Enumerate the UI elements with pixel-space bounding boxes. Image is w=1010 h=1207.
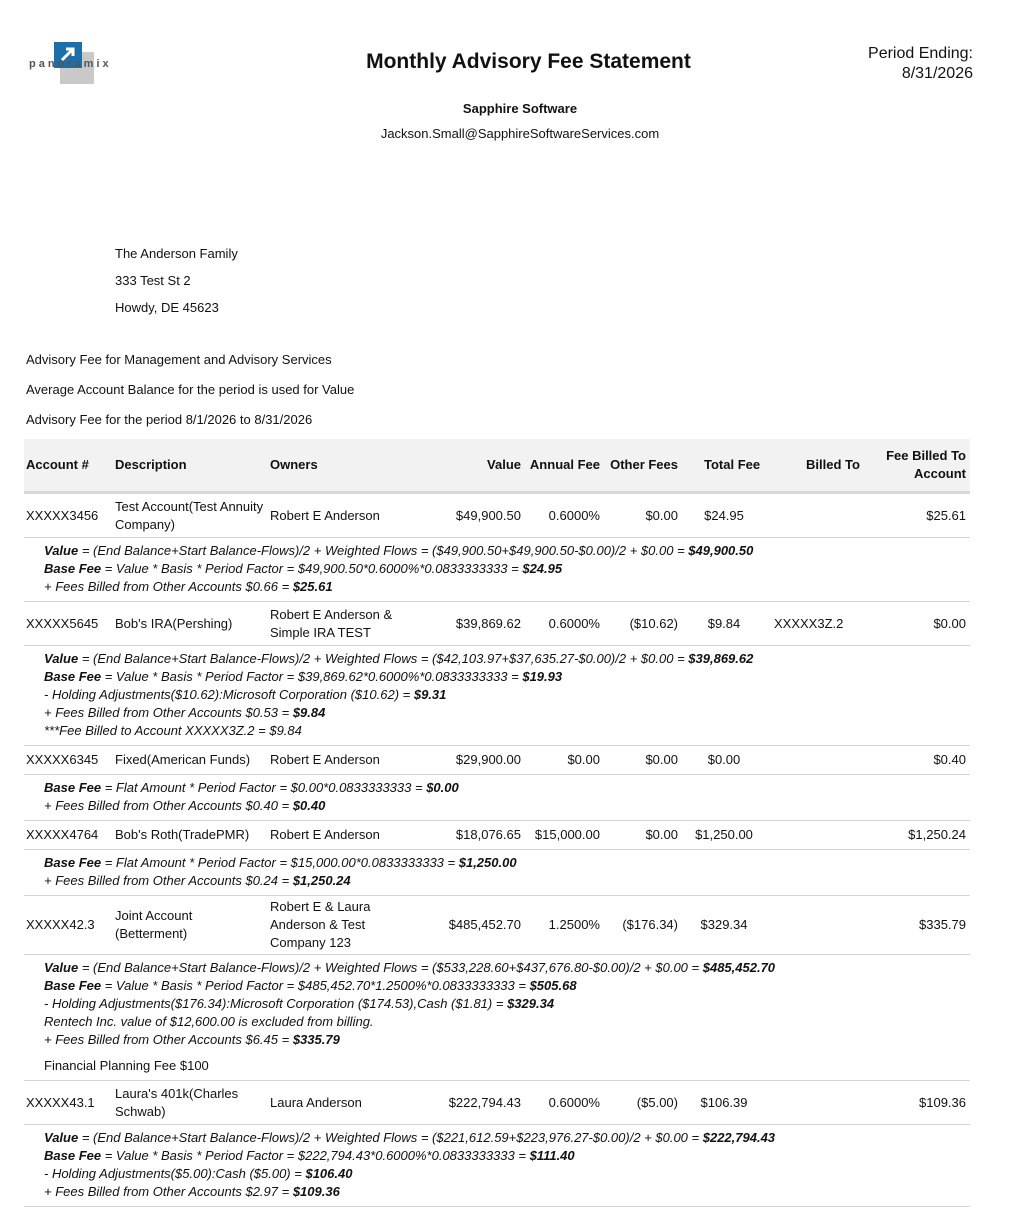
calc-line <box>44 578 970 596</box>
description-cell: Joint Account (Betterment) <box>115 908 193 941</box>
calc-result: $24.95 <box>522 561 563 576</box>
col-annual-fee: Annual Fee <box>529 457 600 472</box>
calc-result: $0.00 <box>426 780 459 795</box>
calc-line <box>44 560 970 578</box>
col-value: Value <box>487 457 521 472</box>
annual-fee-cell: 0.6000% <box>548 507 600 523</box>
calc-formula: + Fees Billed from Other Accounts $0.24 = <box>44 873 293 888</box>
col-billed-to: Billed To <box>806 457 860 472</box>
calc-label: Value <box>44 543 79 558</box>
address-line: The Anderson Family <box>115 246 238 261</box>
calc-result: $1,250.24 <box>292 873 351 888</box>
calc-formula: + Fees Billed from Other Accounts $2.97 = <box>44 1184 293 1199</box>
table-row <box>24 746 970 775</box>
calc-label: Base Fee <box>44 855 102 870</box>
mailing-address <box>115 246 238 327</box>
calc-label: Base Fee <box>44 780 102 795</box>
account-note: Financial Planning Fee $100 <box>44 1058 209 1073</box>
owners-cell: Robert E Anderson <box>270 507 380 523</box>
description-cell: Bob's IRA(Pershing) <box>115 615 233 631</box>
account-cell: XXXXX3456 <box>26 507 99 523</box>
col-owners: Owners <box>270 457 318 472</box>
owners-cell: Laura Anderson <box>270 1094 362 1110</box>
calc-label: Value <box>44 1130 79 1145</box>
calc-result: $505.68 <box>529 978 577 993</box>
calc-formula: = Value * Basis * Period Factor = $49,900.50*0.6000%*0.0833333333 = <box>101 561 523 576</box>
other-fees-cell: $0.00 <box>645 507 678 523</box>
calc-line <box>44 1165 970 1183</box>
calc-result: $25.61 <box>292 579 333 594</box>
value-cell: $18,076.65 <box>455 827 521 842</box>
fee-billed-cell: $335.79 <box>919 917 966 932</box>
table-row <box>24 821 970 850</box>
account-cell: XXXXX43.1 <box>26 1094 95 1110</box>
logo-text: panoramix <box>29 58 112 70</box>
description-cell: Laura's 401k(Charles Schwab) <box>115 1085 239 1119</box>
total-fee-cell: $0.00 <box>707 752 741 767</box>
owners-cell: Robert E Anderson <box>270 752 380 767</box>
calc-formula: Rentech Inc. value of $12,600.00 is excluded from billing. <box>44 1014 374 1029</box>
fee-calculation <box>24 1125 970 1207</box>
company-name: Sapphire Software <box>462 101 578 116</box>
calc-line <box>44 797 970 815</box>
fee-billed-cell: $1,250.24 <box>908 827 966 842</box>
annual-fee-cell: 1.2500% <box>548 917 600 932</box>
calc-formula: + Fees Billed from Other Accounts $0.66 = <box>44 579 293 594</box>
calc-line <box>44 650 970 668</box>
calc-label: Value <box>44 960 79 975</box>
col-total-fee: Total Fee <box>704 457 761 472</box>
intro-line: Average Account Balance for the period is used for Value <box>26 382 355 397</box>
calc-result: $111.40 <box>529 1148 575 1163</box>
value-cell: $485,452.70 <box>448 917 521 932</box>
table-row <box>24 602 970 646</box>
billed-to-cell <box>774 821 864 849</box>
calc-formula: + Fees Billed from Other Accounts $0.40 = <box>44 798 293 813</box>
calc-formula: = (End Balance+Start Balance-Flows)/2 + Weighted Flows = ($221,612.59+$223,976.27-$0.00)/2 + $0.00 = <box>78 1130 703 1145</box>
calc-result: $485,452.70 <box>702 960 776 975</box>
account-cell: XXXXX6345 <box>26 752 99 767</box>
calc-formula: = (End Balance+Start Balance-Flows)/2 + Weighted Flows = ($42,103.97+$37,635.27-$0.00)/2 + $0.00 = <box>78 651 689 666</box>
calc-formula: + Fees Billed from Other Accounts $6.45 = <box>44 1032 293 1047</box>
address-line: Howdy, DE 45623 <box>115 300 219 315</box>
table-header <box>24 439 970 494</box>
value-cell: $222,794.43 <box>448 1094 521 1110</box>
calc-result: $329.34 <box>507 996 555 1011</box>
owners-cell: Robert E Anderson & Simple IRA TEST <box>270 606 393 640</box>
calc-formula: = (End Balance+Start Balance-Flows)/2 + Weighted Flows = ($533,228.60+$437,676.80-$0.00)/2 + $0.00 = <box>78 960 703 975</box>
calc-formula: - Holding Adjustments($176.34):Microsoft Corporation ($174.53),Cash ($1.81) = <box>44 996 508 1011</box>
calc-line <box>44 542 970 560</box>
annual-fee-cell: 0.6000% <box>548 1094 600 1110</box>
calc-formula: = Flat Amount * Period Factor = $0.00*0.0833333333 = <box>101 780 427 795</box>
calc-result: $0.40 <box>292 798 326 813</box>
value-cell: $49,900.50 <box>455 507 521 523</box>
calc-line <box>44 1183 970 1201</box>
calc-line <box>44 854 970 872</box>
calc-formula: = Value * Basis * Period Factor = $222,794.43*0.6000%*0.0833333333 = <box>101 1148 530 1163</box>
billed-to-cell <box>774 494 864 537</box>
col-other-fees: Other Fees <box>610 457 678 472</box>
fee-intro <box>26 352 354 442</box>
col-account: Account # <box>26 457 89 472</box>
table-row <box>24 1081 970 1125</box>
calc-line <box>44 1129 970 1147</box>
calc-formula: - Holding Adjustments($5.00):Cash ($5.00) = <box>44 1166 306 1181</box>
calc-result: $106.40 <box>305 1166 353 1181</box>
other-fees-cell: ($176.34) <box>622 917 678 932</box>
calc-formula: = Value * Basis * Period Factor = $485,452.70*1.2500%*0.0833333333 = <box>101 978 530 993</box>
calc-line <box>44 1031 970 1049</box>
value-cell: $39,869.62 <box>455 615 521 631</box>
calc-formula: = (End Balance+Start Balance-Flows)/2 + Weighted Flows = ($49,900.50+$49,900.50-$0.00)/2 + $0.00 = <box>78 543 689 558</box>
intro-line: Advisory Fee for Management and Advisory Services <box>26 352 332 367</box>
company-email: Jackson.Small@SapphireSoftwareServices.com <box>380 126 660 141</box>
description-cell: Test Account(Test Annuity Company) <box>115 498 264 532</box>
calc-label: Base Fee <box>44 1148 102 1163</box>
annual-fee-cell: $15,000.00 <box>534 827 600 842</box>
calc-label: Base Fee <box>44 669 102 684</box>
calc-result: $9.31 <box>413 687 447 702</box>
fee-billed-cell: $0.00 <box>933 615 966 631</box>
calc-result: $1,250.00 <box>458 855 517 870</box>
calc-result: $39,869.62 <box>688 651 754 666</box>
billed-to-cell: XXXXX3Z.2 <box>774 615 844 631</box>
period-ending <box>868 44 973 84</box>
fee-calculation <box>24 538 970 602</box>
calc-formula: = Value * Basis * Period Factor = $39,869.62*0.6000%*0.0833333333 = <box>101 669 523 684</box>
other-fees-cell: ($5.00) <box>636 1094 678 1110</box>
calc-line <box>44 995 970 1013</box>
calc-line <box>44 872 970 890</box>
other-fees-cell: $0.00 <box>645 752 678 767</box>
fee-billed-cell: $25.61 <box>926 507 966 523</box>
calc-formula: ***Fee Billed to Account XXXXX3Z.2 = $9.84 <box>44 723 302 738</box>
account-cell: XXXXX5645 <box>26 615 99 631</box>
table-body <box>24 494 970 1207</box>
calc-line <box>44 668 970 686</box>
calc-line <box>44 779 970 797</box>
calc-line <box>44 722 970 740</box>
billed-to-cell <box>774 746 864 774</box>
calc-formula: + Fees Billed from Other Accounts $0.53 = <box>44 705 293 720</box>
calc-result: $335.79 <box>292 1032 340 1047</box>
address-line: 333 Test St 2 <box>115 273 191 288</box>
table-row <box>24 494 970 538</box>
description-cell: Fixed(American Funds) <box>115 752 251 767</box>
total-fee-cell: $9.84 <box>707 615 741 631</box>
account-cell: XXXXX42.3 <box>26 917 95 932</box>
calc-line <box>44 686 970 704</box>
calc-label: Base Fee <box>44 561 102 576</box>
owners-cell: Robert E & Laura Anderson & Test Company 123 <box>270 899 371 950</box>
annual-fee-cell: 0.6000% <box>548 615 600 631</box>
total-fee-cell: $106.39 <box>700 1094 748 1110</box>
billed-to-cell <box>774 896 864 954</box>
calc-line <box>44 704 970 722</box>
billed-to-cell <box>774 1081 864 1124</box>
statement-title: Monthly Advisory Fee Statement <box>366 50 691 73</box>
intro-line: Advisory Fee for the period 8/1/2026 to 8/31/2026 <box>26 412 313 427</box>
fee-calculation <box>24 646 970 746</box>
calc-line <box>44 959 970 977</box>
calc-line <box>44 1013 970 1031</box>
calc-label: Base Fee <box>44 978 102 993</box>
other-fees-cell: $0.00 <box>645 827 678 842</box>
calc-result: $19.93 <box>522 669 563 684</box>
fee-calculation <box>24 955 970 1081</box>
calc-line <box>44 977 970 995</box>
fee-billed-cell: $0.40 <box>933 752 966 767</box>
calc-result: $222,794.43 <box>702 1130 776 1145</box>
description-cell: Bob's Roth(TradePMR) <box>115 827 250 842</box>
owners-cell: Robert E Anderson <box>270 827 380 842</box>
account-cell: XXXXX4764 <box>26 827 99 842</box>
total-fee-cell: $329.34 <box>700 917 748 932</box>
calc-result: $49,900.50 <box>688 543 754 558</box>
calc-formula: = Flat Amount * Period Factor = $15,000.00*0.0833333333 = <box>101 855 459 870</box>
calc-line <box>44 1147 970 1165</box>
annual-fee-cell: $0.00 <box>567 752 600 767</box>
period-label: Period Ending: <box>868 45 973 62</box>
calc-result: $9.84 <box>292 705 326 720</box>
table-row <box>24 896 970 955</box>
fee-billed-cell: $109.36 <box>919 1094 966 1110</box>
total-fee-cell: $1,250.00 <box>695 827 753 842</box>
other-fees-cell: ($10.62) <box>629 615 678 631</box>
col-description: Description <box>115 457 187 472</box>
value-cell: $29,900.00 <box>455 752 521 767</box>
calc-result: $109.36 <box>292 1184 340 1199</box>
calc-label: Value <box>44 651 79 666</box>
period-date: 8/31/2026 <box>901 65 973 82</box>
fee-calculation <box>24 775 970 821</box>
total-fee-cell: $24.95 <box>704 507 744 523</box>
calc-formula: - Holding Adjustments($10.62):Microsoft Corporation ($10.62) = <box>44 687 414 702</box>
fee-calculation <box>24 850 970 896</box>
col-fee-billed: Fee Billed To Account <box>886 448 966 481</box>
fee-table <box>24 439 970 1207</box>
